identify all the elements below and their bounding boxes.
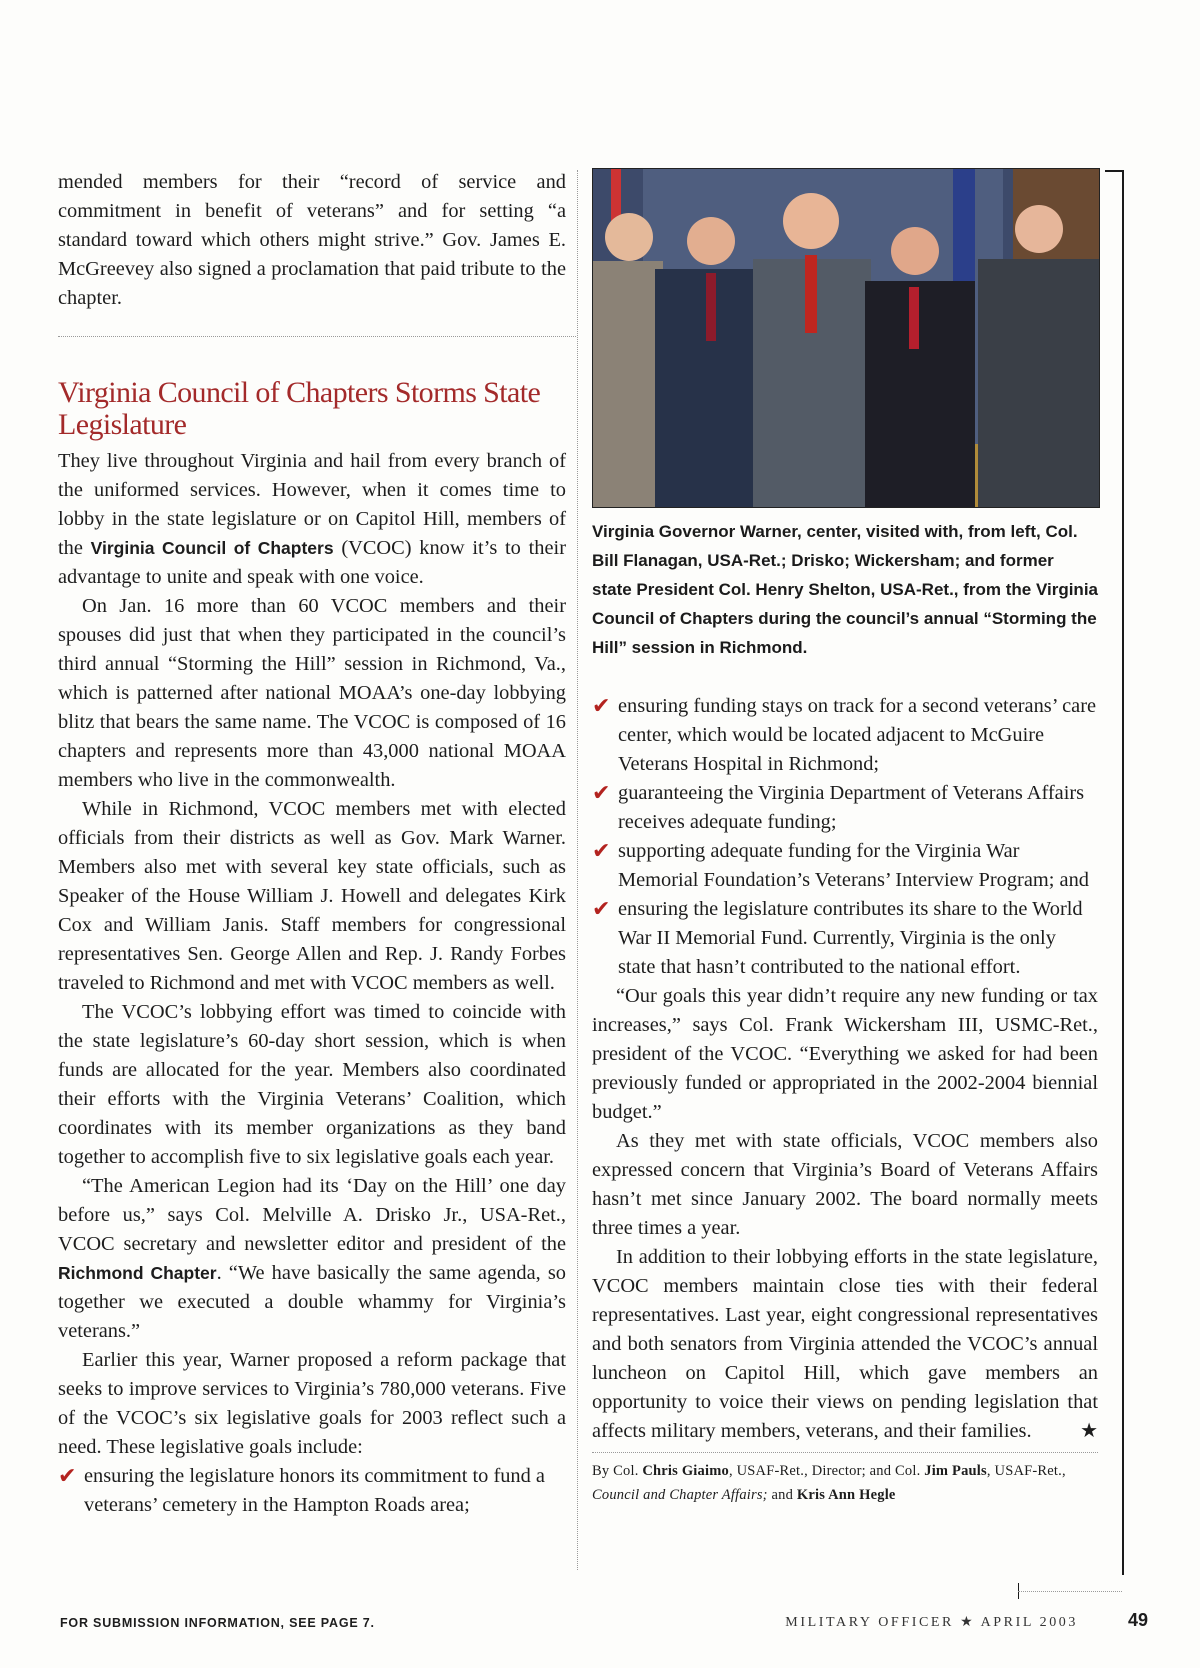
article-paragraph-5 [58,1172,566,1346]
article-paragraph-2: On Jan. 16 more than 60 VCOC members and their spouses did just that when they participated in the council’s third annual “Storming the Hill” session in Richmond, Va., which is patterned after national MOAA’s one-day lobbying blitz that bears the same name. The VCOC is composed of 16 chapters and represents more than 43,000 national MOAA members who live in the commonwealth. [58,595,566,791]
flag-right [953,169,975,289]
page-number: 49 [1128,1610,1149,1630]
byline-by: By Col. [592,1463,643,1479]
check-icon: ✔ [592,694,611,719]
article-headline: Virginia Council of Chapters Storms State Legislature [58,376,541,441]
byline-name-3: Kris Ann Hegle [796,1487,896,1503]
intro-paragraph: mended members for their “record of service and commitment in benefit of veterans” and for setting “a standard toward which others might strive.” Gov. James E. McGreevey also signed a proclamation that paid tribute to the chapter. [58,171,566,309]
goal-text: guaranteeing the Virginia Department of Veterans Affairs receives adequate funding; [618,782,1085,833]
byline-role-2: , USAF-Ret., [986,1463,1066,1479]
list-item [592,779,1098,837]
article-paragraph-9 [592,1243,1098,1446]
article-paragraph-4: The VCOC’s lobbying effort was timed to coincide with the state legislature’s 60-day short session, which is when funds are allocated for the year. Members also coordinated their efforts with the Virginia Veterans’ Coalition, which coordinates with its member organizations as they band together to accomplish five to six legislative goals each year. [58,1001,566,1168]
p5-text-b: . “We have basically the same agenda, so together we executed a double whammy for Virginia’s veterans.” [58,1262,566,1342]
article-paragraph-8: As they met with state officials, VCOC members also expressed concern that Virginia’s Board of Veterans Affairs hasn’t met since January 2002. The board normally meets three times a year. [592,1130,1098,1239]
list-item [592,692,1098,779]
article-paragraph-1 [58,447,566,592]
check-icon: ✔ [58,1464,77,1489]
list-item [58,1462,566,1520]
goal-text: ensuring the legislature honors its commitment to fund a veterans’ cemetery in the Hampton Roads area; [84,1465,545,1516]
byline-name-2: Jim Pauls [924,1463,987,1479]
article-paragraph-3: While in Richmond, VCOC members met with elected officials from their districts as well as Gov. Mark Warner. Members also met with several key state officials, such as Speaker of the House William J. Howell and delegates Kirk Cox and William Janis. Staff members for congressional representatives Sen. George Allen and Rep. J. Randy Forbes traveled to Richmond and met with VCOC members as well. [58,798,566,994]
frame-rule-top [1105,170,1123,172]
byline-divider [592,1452,1098,1453]
p1-text-b: (VCOC) know it’s to their advantage to unite and speak with one voice. [58,537,566,588]
check-icon: ✔ [592,839,611,864]
star-icon: ★ [1080,1420,1098,1442]
list-item [592,837,1098,895]
frame-rule-right [1122,170,1124,1575]
goals-list-right [592,692,1098,982]
article-paragraph-7: “Our goals this year didn’t require any new funding or tax increases,” says Col. Frank Wickersham III, USMC-Ret., president of the VCOC. “Everything we asked for had been previously funded or appropriated in the 2002-2004 biennial budget.” [592,985,1098,1123]
governor-group-photo [592,168,1100,508]
article-byline [592,1459,1098,1507]
left-column [58,168,566,1520]
magazine-issue: MILITARY OFFICER ★ APRIL 2003 [785,1615,1078,1630]
goal-text: ensuring the legislature contributes its share to the World War II Memorial Fund. Currently, Virginia is the only state that hasn’t contributed to the national effort. [618,898,1083,978]
goal-text: ensuring funding stays on track for a second veterans’ care center, which would be located adjacent to McGuire Veterans Hospital in Richmond; [618,695,1097,775]
right-column [592,168,1098,1507]
goals-list-left [58,1462,566,1520]
photo-caption: Virginia Governor Warner, center, visited with, from left, Col. Bill Flanagan, USA-Ret.; Drisko; Wickersham; and former state President Col. Henry Shelton, USA-Ret., from the Virginia Council of Chapters during the council’s annual “Storming the Hill” session in Richmond. [592,522,1098,657]
frame-dots [1018,1591,1122,1592]
article-paragraph-6: Earlier this year, Warner proposed a reform package that seeks to improve services to Virginia’s 780,000 veterans. Five of the VCOC’s six legislative goals for 2003 reflect such a need. These legislative goals include: [58,1349,566,1458]
column-divider [577,170,578,1570]
richmond-chapter-link[interactable]: Richmond Chapter [58,1263,217,1283]
list-item [592,895,1098,982]
byline-role-1: , USAF-Ret., Director; and Col. [728,1463,925,1479]
byline-dept: Council and Chapter Affairs; [592,1487,768,1503]
virginia-council-link[interactable]: Virginia Council of Chapters [90,538,334,558]
check-icon: ✔ [592,897,611,922]
byline-name-1: Chris Giaimo [642,1463,729,1479]
submission-info-link[interactable]: FOR SUBMISSION INFORMATION, SEE PAGE 7. [60,1616,375,1630]
p1-text-a: They live throughout Virginia and hail from every branch of the uniformed services. However, when it comes time to lobby in the state legislature or on Capitol Hill, members of the [58,450,566,559]
goal-text: supporting adequate funding for the Virginia War Memorial Foundation’s Veterans’ Interview Program; and [618,840,1089,891]
byline-and: and [767,1487,797,1503]
p5-text-a: “The American Legion had its ‘Day on the Hill’ one day before us,” says Col. Melville A. Drisko Jr., USA-Ret., VCOC secretary and newsletter editor and president of the [58,1175,566,1255]
p9-text: In addition to their lobbying efforts in the state legislature, VCOC members maintain close ties with their federal representatives. Last year, eight congressional representatives and both senators from Virginia attended the VCOC’s annual luncheon on Capitol Hill, which gave members an opportunity to voice their views on pending legislation that affects military members, veterans, and their families. [592,1246,1098,1442]
check-icon: ✔ [592,781,611,806]
